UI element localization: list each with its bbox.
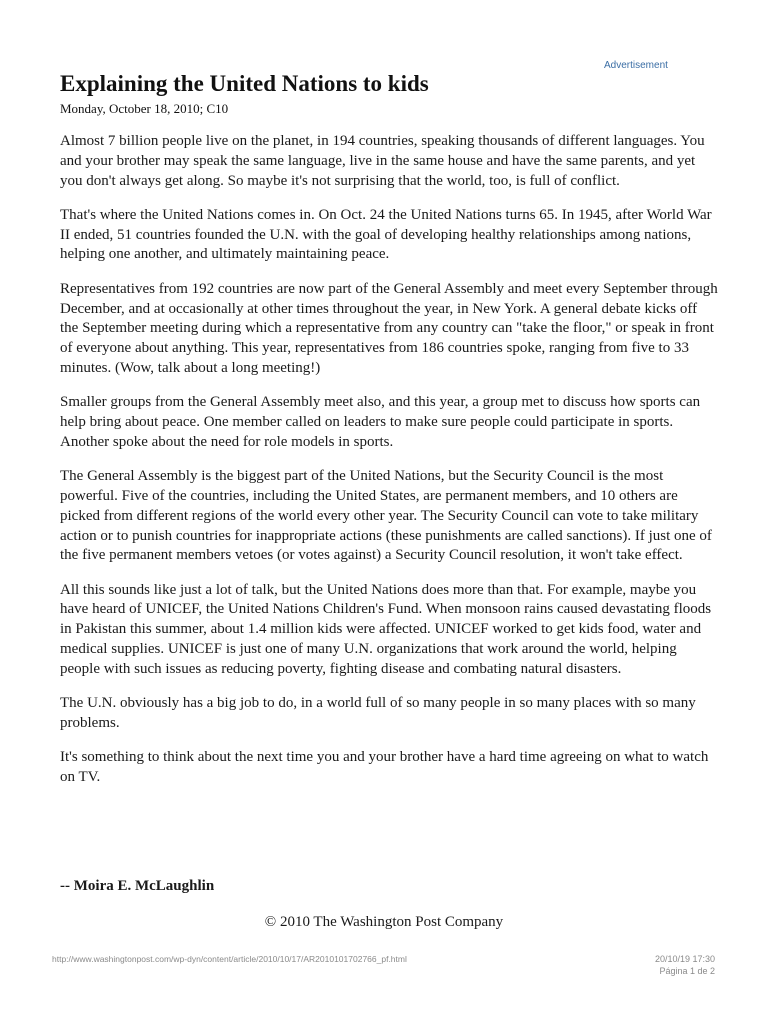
paragraph-1: Almost 7 billion people live on the planet, in 194 countries, speaking thousands of different languages. You and your brother may speak the same language, live in the same house and have the same parents, and yet you don't always get along. So maybe it's not surprising that the world, too, is full of conflict. — [60, 133, 705, 189]
footer-url: http://www.washingtonpost.com/wp-dyn/content/article/2010/10/17/AR2010101702766_pf.html — [52, 954, 407, 964]
dateline: Monday, October 18, 2010; C10 — [60, 101, 229, 116]
paragraph-3: Representatives from 192 countries are now part of the General Assembly and meet every September through December, and at occasionally at other times throughout the year, in New York. A general debate kicks off the September meeting during which a representative from any country can "take the floor," or speak in front of everyone about anything. This year, representatives from 186 countries spoke, ranging from five to 33 minutes. (Wow, talk about a long meeting!) — [60, 280, 718, 376]
paragraph-6: All this sounds like just a lot of talk, but the United Nations does more than that. For example, maybe you have heard of UNICEF, the United Nations Children's Fund. When monsoon rains caused devastating floods in Pakistan this summer, about 1.4 million kids were affected. UNICEF worked to get kids food, water and medical supplies. UNICEF is just one of many U.N. organizations that work around the world, helping people with such issues as reducing poverty, fighting disease and combating natural disasters. — [60, 581, 712, 677]
article-title: Explaining the United Nations to kids — [60, 71, 429, 97]
page-number: Página 1 de 2 — [659, 966, 715, 976]
paragraph-5: The General Assembly is the biggest part of the United Nations, but the Security Council is the most powerful. Five of the countries, including the United States, are permanent members, and 10 others are picked from different regions of the world every other year. The Security Council can vote to take military action or to punish countries for inappropriate actions (these punishments are called sanctions). If just one of the five permanent members vetoes (or votes against) a Security Council resolution, it won't take effect. — [60, 468, 712, 564]
article-body — [60, 132, 718, 802]
print-datetime: 20/10/19 17:30 — [654, 954, 715, 964]
paragraph-7: The U.N. obviously has a big job to do, in a world full of so many people in so many places with so many problems. — [60, 695, 696, 731]
byline: -- Moira E. McLaughlin — [60, 878, 215, 894]
advertisement-label: Advertisement — [604, 60, 668, 71]
copyright: © 2010 The Washington Post Company — [264, 914, 504, 930]
paragraph-2: That's where the United Nations comes in. On Oct. 24 the United Nations turns 65. In 1945, after World War II ended, 51 countries founded the U.N. with the goal of developing healthy relationships among nations, helping one another, and ultimately maintaining peace. — [60, 206, 712, 263]
footer-meta — [655, 953, 715, 977]
paragraph-8: It's something to think about the next time you and your brother have a hard time agreeing on what to watch on TV. — [60, 749, 709, 786]
paragraph-4: Smaller groups from the General Assembly meet also, and this year, a group met to discuss how sports can help bring about peace. One member called on leaders to make sure people could participate in sports. Another spoke about the need for role models in sports. — [60, 394, 701, 450]
